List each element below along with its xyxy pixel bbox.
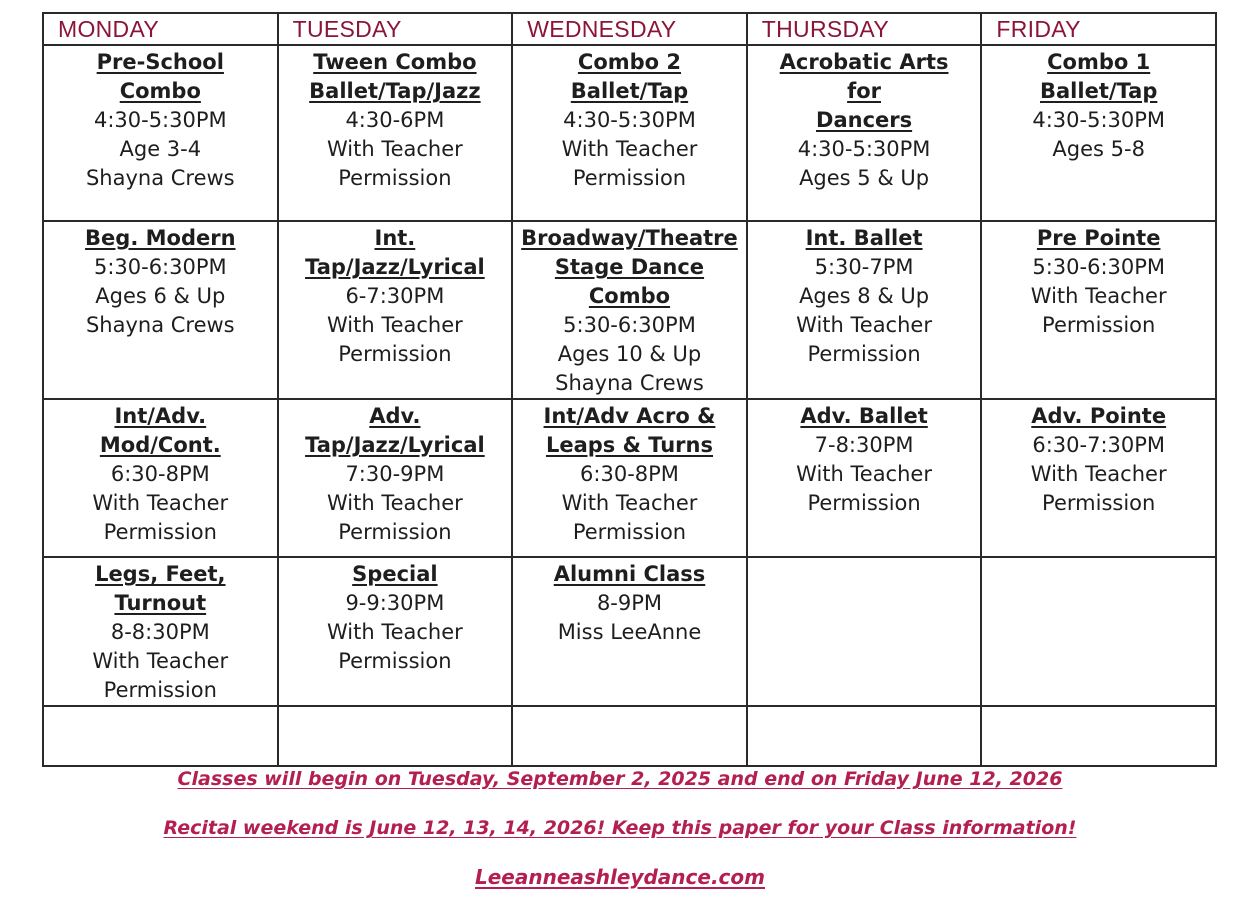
class-title-line: Adv. Ballet xyxy=(800,404,928,428)
class-detail-line: With Teacher xyxy=(326,313,463,337)
class-entry xyxy=(748,222,981,369)
class-title-line: Alumni Class xyxy=(553,562,706,586)
class-detail-line: 5:30-6:30PM xyxy=(1032,255,1166,279)
class-title-line: Combo 2 xyxy=(577,50,682,74)
class-detail-line: 6:30-8PM xyxy=(580,462,679,486)
class-detail-line: 4:30-5:30PM xyxy=(93,108,227,132)
schedule-cell xyxy=(278,221,513,399)
class-title-line: Dancers xyxy=(816,108,913,132)
class-schedule-table xyxy=(42,12,1217,767)
class-title-line: Tap/Jazz/Lyrical xyxy=(305,255,485,279)
class-title-line: Pre Pointe xyxy=(1036,226,1161,250)
class-entry xyxy=(513,222,746,398)
class-detail-line: With Teacher xyxy=(561,137,698,161)
class-entry xyxy=(279,222,512,369)
day-header-friday: FRIDAY xyxy=(981,13,1216,45)
class-detail-line: 4:30-5:30PM xyxy=(563,108,696,132)
website-link[interactable]: Leeanneashleydance.com xyxy=(474,865,765,889)
class-entry xyxy=(279,558,512,676)
schedule-cell xyxy=(278,706,513,766)
schedule-cell xyxy=(43,557,278,706)
class-detail-line: Ages 8 & Up xyxy=(799,284,930,308)
schedule-body xyxy=(43,45,1216,766)
class-entry xyxy=(513,46,746,193)
class-entry xyxy=(513,558,746,647)
season-dates-note: Classes will begin on Tuesday, September 2, 2025 and end on Friday June 12, 2026 xyxy=(177,768,1063,790)
class-detail-line: With Teacher xyxy=(326,620,463,644)
schedule-cell xyxy=(512,706,747,766)
class-detail-line: With Teacher xyxy=(561,491,698,515)
class-title-line: Adv. xyxy=(369,404,421,428)
day-header-wednesday: WEDNESDAY xyxy=(512,13,747,45)
day-header-monday: MONDAY xyxy=(43,13,278,45)
class-title-line: Int. Ballet xyxy=(805,226,923,250)
class-detail-line: Permission xyxy=(1042,491,1156,515)
schedule-cell xyxy=(981,557,1216,706)
day-header-thursday: THURSDAY xyxy=(747,13,982,45)
schedule-row xyxy=(43,221,1216,399)
class-detail-line: 5:30-6:30PM xyxy=(563,313,696,337)
schedule-cell xyxy=(747,399,982,557)
class-detail-line: Miss LeeAnne xyxy=(557,620,702,644)
schedule-cell xyxy=(747,706,982,766)
class-title-line: Int/Adv. xyxy=(114,404,207,428)
class-detail-line: 7:30-9PM xyxy=(345,462,445,486)
schedule-cell xyxy=(43,399,278,557)
class-title-line: Combo 1 xyxy=(1047,50,1151,74)
schedule-row xyxy=(43,557,1216,706)
class-entry xyxy=(748,46,981,193)
class-detail-line: 7-8:30PM xyxy=(814,433,914,457)
class-entry xyxy=(44,222,277,340)
class-detail-line: Shayna Crews xyxy=(555,371,704,395)
schedule-cell xyxy=(512,45,747,221)
schedule-cell xyxy=(981,706,1216,766)
class-detail-line: 4:30-5:30PM xyxy=(797,137,931,161)
schedule-cell xyxy=(512,399,747,557)
schedule-cell xyxy=(43,45,278,221)
class-detail-line: With Teacher xyxy=(1030,462,1167,486)
class-detail-line: With Teacher xyxy=(92,649,229,673)
class-title-line: Beg. Modern xyxy=(85,226,236,250)
schedule-row xyxy=(43,45,1216,221)
class-title-line: Ballet/Tap/Jazz xyxy=(309,79,481,103)
class-title-line: Legs, Feet, xyxy=(95,562,226,586)
class-detail-line: Permission xyxy=(338,342,452,366)
class-detail-line: Permission xyxy=(338,649,452,673)
class-title-line: Special xyxy=(352,562,438,586)
class-title-line: Ballet/Tap xyxy=(570,79,689,103)
schedule-cell xyxy=(747,45,982,221)
class-detail-line: 8-9PM xyxy=(596,591,663,615)
class-entry xyxy=(44,46,277,193)
class-detail-line: 4:30-6PM xyxy=(345,108,445,132)
class-detail-line: 9-9:30PM xyxy=(345,591,445,615)
class-detail-line: With Teacher xyxy=(326,137,463,161)
class-detail-line: Permission xyxy=(572,520,687,544)
class-detail-line: Age 3-4 xyxy=(119,137,202,161)
schedule-cell xyxy=(981,221,1216,399)
schedule-cell xyxy=(278,45,513,221)
class-title-line: Stage Dance xyxy=(554,255,705,279)
class-detail-line: Permission xyxy=(338,166,452,190)
class-detail-line: With Teacher xyxy=(1030,284,1167,308)
class-detail-line: 8-8:30PM xyxy=(110,620,210,644)
class-title-line: Int/Adv Acro & xyxy=(543,404,716,428)
class-detail-line: 6:30-8PM xyxy=(110,462,210,486)
schedule-cell xyxy=(278,557,513,706)
class-title-line: Combo xyxy=(588,284,671,308)
class-detail-line: 6:30-7:30PM xyxy=(1032,433,1166,457)
class-detail-line: With Teacher xyxy=(92,491,229,515)
class-detail-line: 5:30-6:30PM xyxy=(93,255,227,279)
class-detail-line: Ages 5-8 xyxy=(1052,137,1145,161)
schedule-cell xyxy=(512,221,747,399)
day-header-row xyxy=(43,13,1216,45)
class-title-line: Adv. Pointe xyxy=(1031,404,1167,428)
class-entry xyxy=(982,46,1215,164)
schedule-cell xyxy=(43,221,278,399)
class-detail-line: Ages 10 & Up xyxy=(557,342,702,366)
class-title-line: Tap/Jazz/Lyrical xyxy=(305,433,485,457)
class-title-line: Ballet/Tap xyxy=(1040,79,1158,103)
class-detail-line: Permission xyxy=(572,166,687,190)
schedule-cell xyxy=(981,399,1216,557)
class-entry xyxy=(44,400,277,547)
schedule-cell xyxy=(278,399,513,557)
schedule-cell xyxy=(43,706,278,766)
schedule-row xyxy=(43,706,1216,766)
class-title-line: Leaps & Turns xyxy=(545,433,713,457)
class-detail-line: With Teacher xyxy=(326,491,463,515)
class-entry xyxy=(748,400,981,518)
class-title-line: Int. xyxy=(374,226,416,250)
schedule-cell xyxy=(512,557,747,706)
class-detail-line: Shayna Crews xyxy=(85,166,235,190)
class-detail-line: Permission xyxy=(103,678,217,702)
class-detail-line: 6-7:30PM xyxy=(345,284,445,308)
class-detail-line: With Teacher xyxy=(796,462,932,486)
class-detail-line: Permission xyxy=(807,491,921,515)
class-detail-line: Ages 5 & Up xyxy=(799,166,930,190)
schedule-row xyxy=(43,399,1216,557)
class-title-line: Mod/Cont. xyxy=(99,433,221,457)
class-title-line: Turnout xyxy=(114,591,207,615)
class-detail-line: 4:30-5:30PM xyxy=(1032,108,1166,132)
schedule-cell xyxy=(747,221,982,399)
class-entry xyxy=(982,400,1215,518)
class-title-line: for xyxy=(847,79,882,103)
schedule-cell xyxy=(981,45,1216,221)
day-header-tuesday: TUESDAY xyxy=(278,13,513,45)
class-detail-line: Shayna Crews xyxy=(85,313,235,337)
class-detail-line: Ages 6 & Up xyxy=(95,284,226,308)
class-entry xyxy=(513,400,746,547)
class-detail-line: Permission xyxy=(338,520,452,544)
class-entry xyxy=(44,558,277,705)
class-title-line: Acrobatic Arts xyxy=(779,50,949,74)
class-entry xyxy=(279,400,512,547)
class-title-line: Tween Combo xyxy=(313,50,477,74)
class-detail-line: Permission xyxy=(1042,313,1156,337)
class-detail-line: With Teacher xyxy=(796,313,932,337)
class-title-line: Pre-School xyxy=(96,50,224,74)
class-entry xyxy=(982,222,1215,340)
class-detail-line: Permission xyxy=(807,342,921,366)
class-title-line: Combo xyxy=(119,79,201,103)
class-entry xyxy=(279,46,512,193)
class-detail-line: Permission xyxy=(103,520,217,544)
class-title-line: Broadway/Theatre xyxy=(521,226,738,250)
recital-note: Recital weekend is June 12, 13, 14, 2026! Keep this paper for your Class information! xyxy=(163,817,1077,839)
schedule-cell xyxy=(747,557,982,706)
class-detail-line: 5:30-7PM xyxy=(814,255,914,279)
